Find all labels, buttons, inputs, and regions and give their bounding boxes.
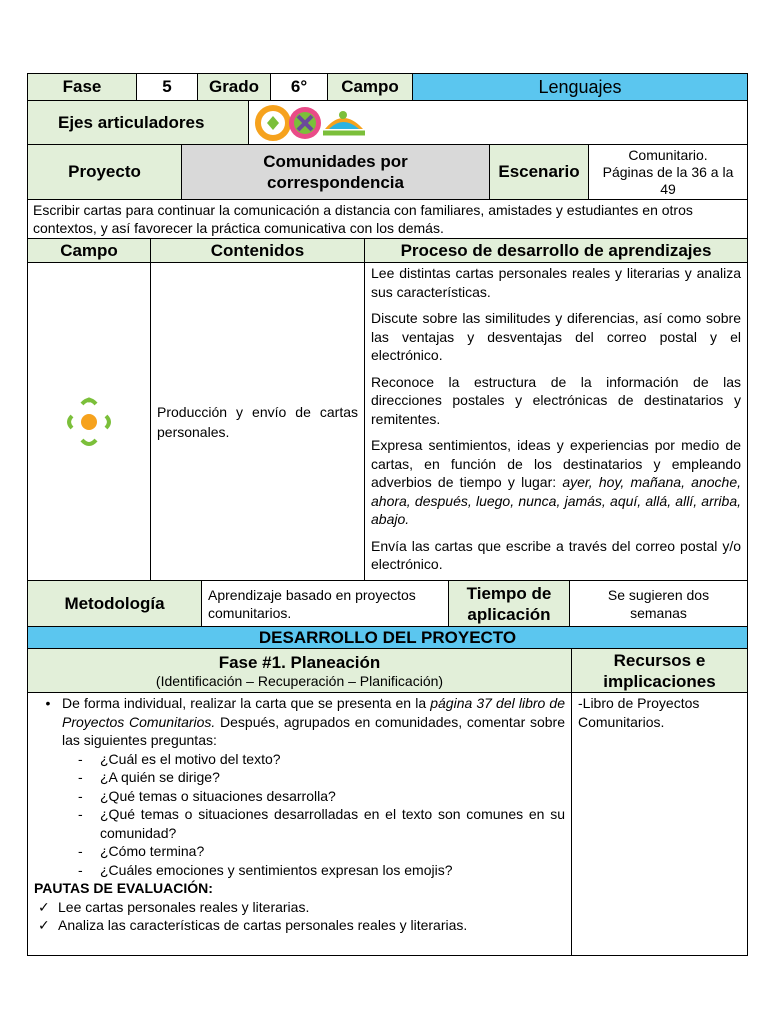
metodologia-value: Aprendizaje basado en proyectos comunitarios. (201, 580, 449, 627)
proceso-cell (364, 262, 748, 581)
campo-value: Lenguajes (412, 73, 748, 101)
check-icon: ✓ (38, 917, 50, 933)
proceso-item: Discute sobre las similitudes y diferencias, así como sobre las ventajas y desventajas del correo postal y el electrónico. (371, 310, 741, 363)
escenario-value: Comunitario. Páginas de la 36 a la 49 (588, 144, 748, 200)
ejes-label: Ejes articuladores (27, 100, 249, 145)
question-item: - ¿Cómo termina? (78, 843, 205, 859)
campo-icon-cell (27, 262, 151, 581)
check-icon: ✓ (38, 898, 50, 915)
proceso-item: Lee distintas cartas personales reales y literarias y analiza sus características. (371, 265, 741, 300)
grado-value: 6° (270, 73, 328, 101)
col-header-contenidos: Contenidos (150, 238, 365, 263)
ejes-icons-cell (248, 100, 748, 145)
fase-value: 5 (136, 73, 198, 101)
fase-header (27, 648, 572, 693)
desarrollo-banner: DESARROLLO DEL PROYECTO (27, 626, 748, 649)
bullet-text: De forma individual, realizar la carta que se presenta en la página 37 del libro de Proyectos Comunitarios. Después, agrupados en comunidades, comentar sobre las siguientes preguntas: (62, 695, 565, 748)
proceso-item: Expresa sentimientos, ideas y experiencias por medio de cartas, en función de los destinatarios y empleando adverbios de tiempo y lugar: ayer, hoy, mañana, anoche, ahora, después, luego, nunca, jamás, aquí, allá, allí, arriba, abajo. (371, 437, 742, 527)
col-header-campo: Campo (27, 238, 151, 263)
planeacion-content (27, 692, 572, 956)
project-description: Escribir cartas para continuar la comunicación a distancia con familiares, amistades y estudiantes en otros contextos, y así favorecer la práctica comunicativa con los demás. (27, 199, 748, 239)
pauta-item: ✓ Lee cartas personales reales y literarias. (34, 898, 565, 917)
question-item: - ¿Cuál es el motivo del texto? (78, 750, 281, 767)
question-item: - ¿Qué temas o situaciones desarrolladas en el texto son comunes en su comunidad? (78, 806, 565, 841)
ejes-articuladores-icons (253, 103, 383, 143)
question-item: - ¿Cuáles emociones y sentimientos expresan los emojis? (78, 861, 453, 878)
fase-label: Fase (27, 73, 137, 101)
proyecto-title: Comunidades por correspondencia (181, 144, 490, 200)
tiempo-label: Tiempo de aplicación (448, 580, 570, 627)
proyecto-label: Proyecto (27, 144, 182, 200)
question-item: - ¿A quién se dirige? (78, 769, 220, 785)
contenido-cell: Producción y envío de cartas personales. (150, 262, 365, 581)
recursos-value: -Libro de Proyectos Comunitarios. (571, 692, 748, 956)
bullet-item (34, 694, 565, 750)
pautas-label: PAUTAS DE EVALUACIÓN: (34, 880, 213, 896)
bullet-icon: • (45, 695, 51, 711)
fase-title: Fase #1. Planeación (218, 652, 381, 672)
col-header-proceso: Proceso de desarrollo de aprendizajes (364, 238, 748, 263)
question-list (34, 750, 565, 880)
campo-label: Campo (327, 73, 413, 101)
pauta-item: ✓ Analiza las características de cartas personales reales y literarias. (34, 916, 565, 935)
pensamiento-icon (267, 116, 279, 130)
lenguajes-icon (64, 392, 114, 452)
grado-label: Grado (197, 73, 271, 101)
escenario-label: Escenario (489, 144, 589, 200)
recursos-label: Recursos e implicaciones (571, 648, 748, 693)
fase-subtitle: (Identificación – Recuperación – Planificación) (155, 672, 444, 689)
question-item: - ¿Qué temas o situaciones desarrolla? (78, 787, 336, 804)
proceso-item: Envía las cartas que escribe a través del correo postal y/o electrónico. (371, 537, 741, 572)
tiempo-value: Se sugieren dos semanas (569, 580, 748, 627)
metodologia-label: Metodología (27, 580, 202, 627)
proceso-item: Reconoce la estructura de la información de las direcciones postales y electrónicas de destinatarios y remitentes. (371, 373, 741, 427)
